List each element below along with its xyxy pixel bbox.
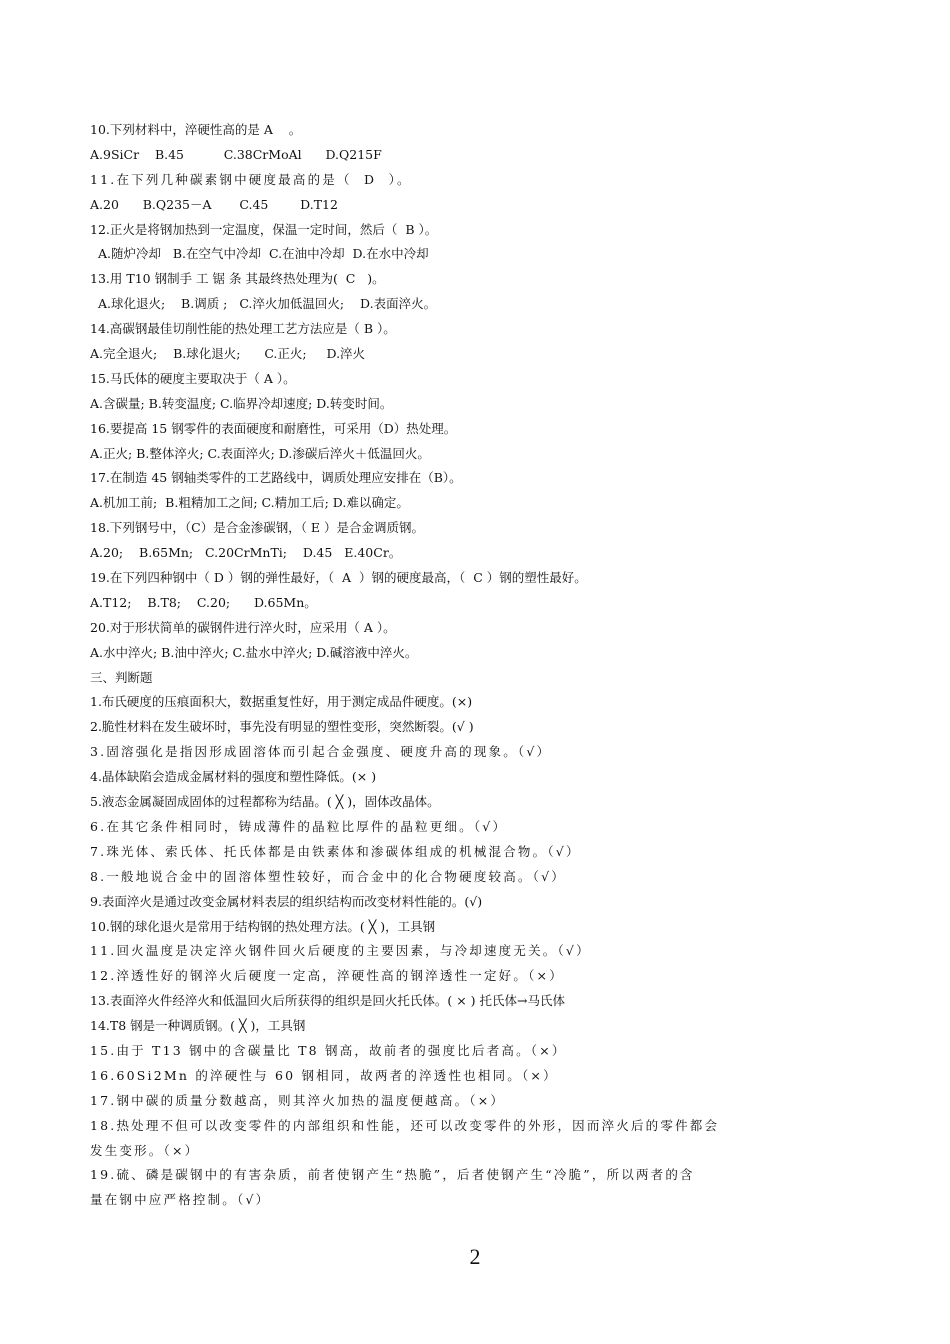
question-14: 14.高碳钢最佳切削性能的热处理工艺方法应是（ B ）。 bbox=[90, 321, 396, 337]
judgment-4: 4.晶体缺陷会造成金属材料的强度和塑性降低。(× ) bbox=[90, 769, 377, 785]
section-heading: 三、判断题 bbox=[90, 669, 153, 685]
page-number: 2 bbox=[469, 1244, 481, 1269]
judgment-9: 9.表面淬火是通过改变金属材料表层的组织结构而改变材料性能的。(√) bbox=[90, 893, 483, 909]
question-18: 18.下列钢号中，（C）是合金渗碳钢，（ E ）是合金调质钢。 bbox=[90, 520, 425, 536]
question-18-options: A.20; B.65Mn; C.20CrMnTi; D.45 E.40Cr。 bbox=[90, 545, 402, 561]
question-14-options: A.完全退火; B.球化退火; C.正火; D.淬火 bbox=[90, 346, 366, 362]
judgment-14: 14.T8 钢是一种调质钢。( ╳ )，工具钢 bbox=[90, 1018, 306, 1034]
judgment-16: 16.60Si2Mn 的淬硬性与 60 钢相同，故两者的淬透性也相同。（×） bbox=[90, 1067, 558, 1083]
judgment-18-line-1: 18.热处理不但可以改变零件的内部组织和性能，还可以改变零件的外形，因而淬火后的零件都会 bbox=[90, 1117, 720, 1133]
judgment-7: 7.珠光体、索氏体、托氏体都是由铁素体和渗碳体组成的机械混合物。（√） bbox=[90, 843, 581, 859]
question-10: 10.下列材料中，淬硬性高的是 A 。 bbox=[90, 122, 302, 137]
question-15-options: A.含碳量; B.转变温度; C.临界冷却速度; D.转变时间。 bbox=[90, 395, 393, 411]
judgment-18-line-2: 发生变形。（×） bbox=[90, 1142, 200, 1158]
question-19-options: A.T12; B.T8; C.20; D.65Mn。 bbox=[90, 594, 317, 610]
question-10-options: A.9SiCr B.45 C.38CrMoAl D.Q215F bbox=[90, 146, 382, 162]
question-19: 19.在下列四种钢中（ D ）钢的弹性最好，（ A ）钢的硬度最高，（ C ）钢的塑性最好。 bbox=[90, 570, 587, 586]
judgment-8: 8.一般地说合金中的固溶体塑性较好，而合金中的化合物硬度较高。（√） bbox=[90, 868, 566, 884]
judgment-1: 1.布氏硬度的压痕面积大，数据重复性好，用于测定成品件硬度。(×) bbox=[90, 694, 473, 710]
question-11-options: A.20 B.Q235－A C.45 D.T12 bbox=[90, 196, 338, 212]
question-13: 13.用 T10 钢制手 工 锯 条 其最终热处理为( C )。 bbox=[90, 271, 385, 287]
page-content bbox=[90, 118, 870, 1213]
question-20: 20.对于形状简单的碳钢件进行淬火时，应采用（ A ）。 bbox=[90, 619, 396, 635]
judgment-13: 13.表面淬火件经淬火和低温回火后所获得的组织是回火托氏体。( × ) 托氏体→马氏体 bbox=[90, 993, 566, 1009]
judgment-12: 12.淬透性好的钢淬火后硬度一定高，淬硬性高的钢淬透性一定好。（×） bbox=[90, 968, 564, 984]
judgment-19-line-2: 量在钢中应严格控制。（√） bbox=[90, 1192, 271, 1208]
judgment-11: 11.回火温度是决定淬火钢件回火后硬度的主要因素，与冷却速度无关。（√） bbox=[90, 943, 591, 959]
question-15: 15.马氏体的硬度主要取决于（ A ）。 bbox=[90, 370, 296, 386]
question-12: 12.正火是将钢加热到一定温度，保温一定时间，然后（ B ）。 bbox=[90, 221, 438, 237]
question-11: 11.在下列几种碳素钢中硬度最高的是（ D ）。 bbox=[90, 171, 412, 187]
question-13-options: A.球化退火; B.调质 ; C.淬火加低温回火; D.表面淬火。 bbox=[90, 296, 437, 312]
question-16-options: A.正火; B.整体淬火; C.表面淬火; D.渗碳后淬火＋低温回火。 bbox=[90, 445, 430, 461]
judgment-2: 2.脆性材料在发生破坏时，事先没有明显的塑性变形，突然断裂。(√ ) bbox=[90, 719, 474, 735]
judgment-3: 3.固溶强化是指因形成固溶体而引起合金强度、硬度升高的现象。（√） bbox=[90, 744, 552, 760]
judgment-15: 15.由于 T13 钢中的含碳量比 T8 钢高，故前者的强度比后者高。（×） bbox=[90, 1042, 567, 1058]
question-17: 17.在制造 45 钢轴类零件的工艺路线中，调质处理应安排在（B）。 bbox=[90, 470, 462, 486]
question-20-options: A.水中淬火; B.油中淬火; C.盐水中淬火; D.碱溶液中淬火。 bbox=[90, 644, 418, 660]
judgment-10: 10.钢的球化退火是常用于结构钢的热处理方法。( ╳ )，工具钢 bbox=[90, 918, 436, 934]
judgment-5: 5.液态金属凝固成固体的过程都称为结晶。( ╳ )，固体改晶体。 bbox=[90, 794, 440, 810]
question-12-options: A.随炉冷却 B.在空气中冷却 C.在油中冷却 D.在水中冷却 bbox=[90, 246, 429, 262]
judgment-19-line-1: 19.硫、磷是碳钢中的有害杂质，前者使钢产生“热脆”，后者使钢产生“冷脆”，所以两者的含 bbox=[90, 1167, 695, 1183]
question-16: 16.要提高 15 钢零件的表面硬度和耐磨性，可采用（D）热处理。 bbox=[90, 420, 457, 436]
judgment-17: 17.钢中碳的质量分数越高，则其淬火加热的温度便越高。（×） bbox=[90, 1092, 506, 1108]
judgment-6: 6.在其它条件相同时，铸成薄件的晶粒比厚件的晶粒更细。（√） bbox=[90, 818, 508, 834]
question-17-options: A.机加工前; B.粗精加工之间; C.精加工后; D.难以确定。 bbox=[90, 495, 409, 511]
